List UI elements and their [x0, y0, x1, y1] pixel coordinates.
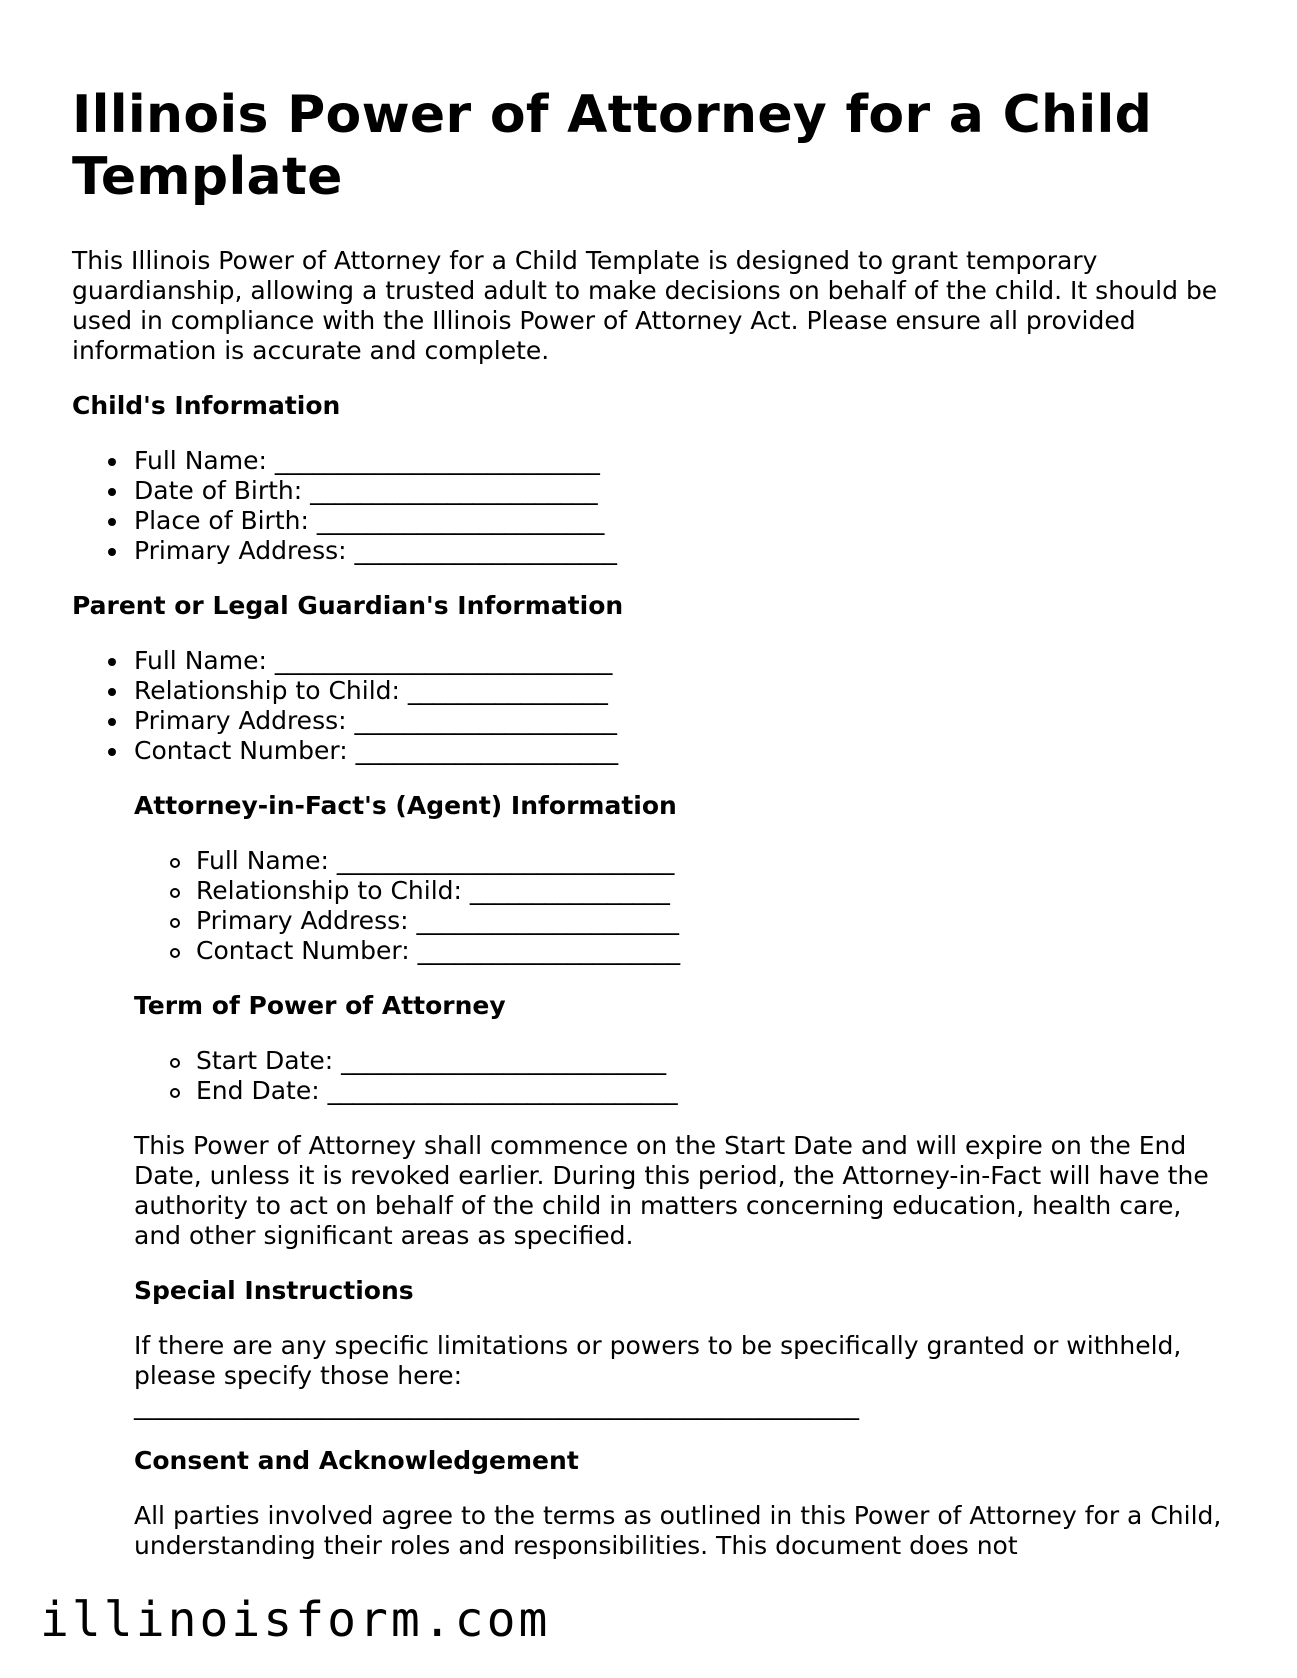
list-item: Full Name: __________________________	[72, 446, 1232, 476]
list-item: Place of Birth: _______________________	[72, 506, 1232, 536]
special-instructions-blank: __________________________________________________________	[134, 1391, 859, 1420]
child-info-list	[72, 446, 1232, 566]
term-list	[134, 1046, 1232, 1106]
parent-info-list	[72, 646, 1232, 766]
intro-paragraph: This Illinois Power of Attorney for a Child Template is designed to grant temporary guardianship, allowing a trusted adult to make decisions on behalf of the child. It should be used in compliance with the Illinois Power of Attorney Act. Please ensure all provided information is accurate and complete.	[72, 246, 1218, 365]
list-item: Contact Number: _____________________	[72, 736, 1232, 766]
agent-info-heading: Attorney-in-Fact's (Agent) Information	[134, 791, 677, 820]
list-item: Primary Address: _____________________	[72, 536, 1232, 566]
list-item: Full Name: ___________________________	[134, 846, 1232, 876]
list-item: Primary Address: _____________________	[72, 706, 1232, 736]
list-item: Relationship to Child: ________________	[134, 876, 1232, 906]
list-item: Relationship to Child: ________________	[72, 676, 1232, 706]
special-instructions-heading: Special Instructions	[134, 1276, 414, 1305]
term-paragraph: This Power of Attorney shall commence on the Start Date and will expire on the End Date, unless it is revoked earlier. During this period, the Attorney-in-Fact will have the authority to act on behalf of the child in matters concerning education, health care, and other significant areas as specified.	[134, 1131, 1209, 1250]
parent-info-heading: Parent or Legal Guardian's Information	[72, 591, 624, 620]
document-page	[72, 84, 1232, 1561]
site-watermark: illinoisform.com	[40, 1592, 551, 1648]
list-item: Contact Number: _____________________	[134, 936, 1232, 966]
child-info-heading: Child's Information	[72, 391, 341, 420]
list-item: Primary Address: _____________________	[134, 906, 1232, 936]
consent-paragraph: All parties involved agree to the terms as outlined in this Power of Attorney for a Child, understanding their roles and responsibilities. This document does not	[134, 1501, 1222, 1560]
nested-section	[134, 791, 1232, 1561]
term-heading: Term of Power of Attorney	[134, 991, 506, 1020]
agent-info-list	[134, 846, 1232, 966]
consent-heading: Consent and Acknowledgement	[134, 1446, 579, 1475]
list-item: Full Name: ___________________________	[72, 646, 1232, 676]
document-title: Illinois Power of Attorney for a Child Template	[72, 85, 1153, 207]
list-item: Date of Birth: _______________________	[72, 476, 1232, 506]
special-instructions-paragraph: If there are any specific limitations or powers to be specifically granted or withheld, please specify those here:	[134, 1331, 1182, 1390]
list-item: End Date: ____________________________	[134, 1076, 1232, 1106]
list-item: Start Date: __________________________	[134, 1046, 1232, 1076]
